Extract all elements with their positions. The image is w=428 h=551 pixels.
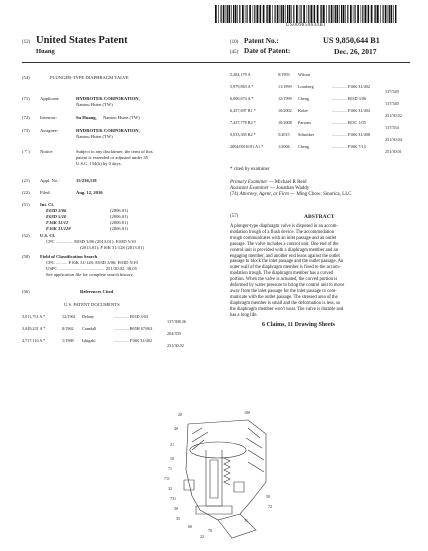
barcode-bar	[231, 5, 232, 23]
barcode-bar	[374, 5, 375, 23]
abstract-line: A plunger-type diaphragm valve is disposed in an accom-	[230, 224, 338, 229]
abstract-line: passage to block the inlet passage and the outlet passage. An	[230, 259, 344, 265]
barcode-bar	[361, 5, 362, 23]
abstract-line: portion. When the valve is actuated, the curved portion is	[230, 277, 338, 283]
barcode-bar	[227, 5, 228, 23]
barcode-bar	[368, 5, 369, 23]
reference-class: .............. E03C 1/05	[332, 120, 366, 125]
barcode-bar	[285, 5, 286, 23]
claims-summary: 6 Claims, 11 Drawing Sheets	[262, 322, 335, 328]
header-rule	[22, 62, 410, 63]
abstract-line: outer wall of the diaphragm member is fixed to the accom-	[230, 265, 341, 271]
barcode-bar	[291, 5, 292, 23]
attorney-code: (74)	[230, 192, 239, 197]
applicant-label: Applicant:	[40, 96, 60, 101]
figure-reference-numeral: 72	[268, 504, 272, 509]
barcode-bar	[339, 5, 340, 23]
abstract-title: ABSTRACT	[304, 214, 335, 220]
barcode-bar	[308, 5, 309, 23]
us-cl-label: U.S. Cl.	[40, 233, 56, 238]
figure-reference-numeral: 711	[164, 476, 170, 481]
barcode-bar	[303, 5, 305, 23]
applicant-name: HYDROTEK CORPORATION,	[76, 96, 140, 101]
abstract-body	[230, 224, 412, 319]
barcode-bar	[289, 5, 291, 23]
barcode-bar	[393, 5, 394, 23]
barcode-bar	[275, 5, 276, 23]
figure-reference-numeral: 731	[170, 496, 176, 501]
barcode-bar	[313, 5, 314, 23]
abstract-line: municate with the outlet passage. The stressed area of the	[230, 294, 338, 300]
code-22: (22)	[22, 190, 30, 195]
code-58: (58)	[22, 254, 30, 259]
barcode-bar	[277, 5, 279, 23]
appl-no: 15/236,118	[76, 178, 97, 183]
drawing-plunger	[206, 450, 222, 506]
reference-class: .............. F16K 31/402	[114, 338, 152, 343]
barcode-bar	[272, 5, 273, 23]
applicant-place: Nantou Hsien (TW)	[76, 102, 113, 107]
drawing-housing	[186, 420, 266, 520]
figure-reference-numeral: 20	[178, 412, 182, 417]
figure-reference-numeral: 70	[208, 528, 212, 533]
reference-date: 1/1988	[62, 338, 74, 343]
barcode-bar	[249, 5, 251, 23]
reference-date: 1/2004	[278, 144, 290, 149]
barcode-bar	[334, 5, 335, 23]
barcode-bar	[323, 5, 325, 23]
barcode-bar	[331, 5, 333, 23]
barcode-bar	[375, 5, 376, 23]
reference-name: Ishigaki	[82, 338, 96, 343]
reference-name: Cheng	[298, 144, 309, 149]
abstract-line: diaphragm member is small and the deformation is less, so	[230, 300, 341, 306]
patent-no-label: Patent No.:	[244, 37, 279, 45]
reference-name: Schnitker	[298, 132, 315, 137]
reference-class: .............. F16K 31/402	[332, 84, 370, 89]
barcode-bar	[337, 5, 339, 23]
reference-name: Wilson	[298, 72, 310, 77]
reference-row	[22, 338, 202, 349]
primary-examiner-label: Primary Examiner	[230, 180, 268, 185]
barcode-bar	[239, 5, 240, 23]
reference-class: .............. E03D 3/06	[332, 96, 366, 101]
barcode-bar	[269, 5, 271, 23]
abstract-line: has a long life.	[230, 312, 258, 318]
reference-subclass: 251/30.02	[167, 343, 184, 348]
barcode-bar	[362, 5, 363, 23]
code-52: (52)	[22, 233, 30, 238]
reference-subclass: 137/398.36	[167, 319, 186, 324]
reference-subclass: 137/549	[385, 89, 399, 94]
barcode-bar	[341, 5, 342, 23]
figure-reference-numeral: 71	[168, 466, 172, 471]
int-cl-class: F16K 31/12	[46, 220, 69, 225]
reference-name: Parsons	[298, 120, 312, 125]
drawing-hatch	[192, 428, 264, 472]
reference-name: Lousberg	[298, 84, 314, 89]
barcode-bar	[257, 5, 259, 23]
notice-label: Notice:	[40, 149, 54, 154]
int-cl-version: (2006.01)	[110, 220, 128, 225]
code-51: (51)	[22, 202, 30, 207]
figure-reference-numeral: 22	[200, 534, 204, 539]
assignee-name: HYDROTEK CORPORATION,	[76, 128, 140, 133]
barcode-number: US009850644B1	[286, 23, 326, 28]
barcode-bar	[283, 5, 285, 23]
reference-row	[230, 72, 410, 83]
reference-num: 3,049,231 A *	[22, 326, 46, 331]
inventor-place: Nantou Hsien (TW)	[103, 115, 140, 120]
code-71: (71)	[22, 96, 30, 101]
reference-date: 5/2015	[278, 132, 290, 137]
barcode-bar	[321, 5, 322, 23]
barcode-bar	[301, 5, 302, 23]
barcode-bar	[242, 5, 244, 23]
barcode-bar	[299, 5, 300, 23]
reference-date: 10/2002	[278, 108, 292, 113]
assistant-examiner-label: Assistant Examiner	[230, 186, 269, 191]
int-cl-version: (2006.01)	[110, 208, 128, 213]
barcode-bar	[287, 5, 288, 23]
date-of-patent-label: Date of Patent:	[244, 47, 291, 55]
reference-num: 6,000,674 A *	[230, 96, 254, 101]
barcode-bar	[350, 5, 352, 23]
abstract-line: deformed by water pressure to bring the control unit to move	[230, 283, 345, 289]
barcode-bar	[281, 5, 282, 23]
barcode-bar	[377, 5, 379, 23]
reference-subclass: 251/30.04	[385, 137, 402, 142]
barcode-bar	[371, 5, 373, 23]
barcode-bar	[395, 5, 396, 23]
search-field-line: USPC ........................................ 251/30.02, 30.05	[46, 266, 137, 271]
barcode-bar	[267, 5, 268, 23]
filed-date: Aug. 12, 2016	[76, 190, 103, 195]
abstract-line: modation trough. The diaphragm member has a curved	[230, 271, 334, 277]
search-field-line: See application file for complete search history.	[46, 272, 134, 277]
us-patent-docs-label: U.S. PATENT DOCUMENTS	[64, 302, 120, 307]
inventor-short: Huang	[36, 48, 55, 55]
code-10: (10)	[230, 40, 239, 45]
barcode-bar	[235, 5, 237, 23]
code-21: (21)	[22, 178, 30, 183]
abstract-line: control unit is provided with a diaphragm member and an	[230, 247, 338, 253]
reference-num: 4,717,116 A *	[22, 338, 46, 343]
figure-reference-numeral: 10	[170, 456, 174, 461]
reference-num: 9,033,305 B2 *	[230, 132, 256, 137]
reference-row	[230, 120, 410, 131]
notice-line: patent is extended or adjusted under 35	[76, 155, 148, 160]
reference-class: .............. F16K 7/14	[332, 144, 366, 149]
barcode-bar	[345, 5, 346, 23]
figure-reference-numeral: 30	[174, 506, 178, 511]
figure-reference-numeral: 60	[188, 524, 192, 529]
barcode-bar	[218, 5, 219, 23]
barcode-bar	[383, 5, 384, 23]
figure-reference-numeral: 11	[244, 518, 248, 523]
barcode-bar	[353, 5, 354, 23]
figure-reference-numeral: 21	[170, 442, 174, 447]
barcode-bar	[311, 5, 313, 23]
int-cl-class: F16K 31/128	[46, 226, 71, 231]
barcode-bar	[293, 5, 294, 23]
int-cl-version: (2006.01)	[110, 226, 128, 231]
drawing-spring	[224, 458, 230, 485]
search-field-label: Field of Classification Search	[40, 254, 98, 259]
appl-no-label: Appl. No.:	[40, 178, 60, 183]
abstract-line: trough communicates with an inlet passage and an outlet	[230, 235, 337, 241]
barcode-bar	[253, 5, 254, 23]
int-cl-class: E03D 3/06	[46, 208, 67, 213]
int-cl-label: Int. Cl.	[40, 202, 54, 207]
barcode-bar	[365, 5, 367, 23]
invention-title: PLUNGER-TYPE DIAPHRAGM VALVE	[50, 75, 129, 80]
drawing-base	[196, 506, 232, 514]
code-12: (12)	[22, 40, 31, 45]
int-cl-version: (2006.01)	[110, 214, 128, 219]
reference-name: Delany	[82, 314, 95, 319]
reference-subclass: 137/540	[385, 101, 399, 106]
code-56: (56)	[22, 289, 30, 294]
abstract-code: (57)	[230, 214, 239, 219]
patent-heading: United States Patent	[36, 35, 128, 46]
barcode-bar	[245, 5, 246, 23]
assignee-label: Assignee:	[40, 128, 59, 133]
barcode	[215, 5, 397, 23]
patent-number: US 9,850,644 B1	[323, 36, 380, 45]
reference-num: 6,457,697 B1 *	[230, 108, 256, 113]
reference-row	[230, 132, 410, 143]
reference-subclass: 251/30.01	[385, 149, 402, 154]
attorney	[230, 192, 410, 198]
us-cl-line: CPC ............... E03D 3/06 (2013.01); E03D 5/10	[46, 239, 136, 244]
barcode-bar	[260, 5, 261, 23]
us-cl-line: (2013.01); F16K 31/128 (2013.01)	[80, 245, 144, 250]
barcode-bar	[280, 5, 281, 23]
drawing-outlet	[218, 514, 256, 538]
reference-class: .............. F16K 31/408	[332, 132, 370, 137]
drawing-inner	[210, 460, 218, 498]
barcode-bar	[320, 5, 321, 23]
barcode-bar	[263, 5, 265, 23]
reference-date: 9/1993	[278, 72, 290, 77]
assistant-examiner-name: — Jonathan Waddy	[270, 186, 310, 191]
date-of-patent: Dec. 26, 2017	[334, 47, 377, 56]
barcode-bar	[317, 5, 319, 23]
reference-class: .............. F16K 31/404	[332, 108, 370, 113]
abstract-line: the diaphragm member won't wear. The valve is durable and	[230, 306, 344, 312]
cited-by-examiner: * cited by examiner	[230, 167, 270, 172]
reference-row	[22, 326, 202, 337]
notice-line: U.S.C. 154(b) by 0 days.	[76, 161, 122, 166]
barcode-bar	[314, 5, 315, 23]
barcode-bar	[237, 5, 238, 23]
barcode-bar	[343, 5, 345, 23]
reference-date: 11/1999	[278, 84, 292, 89]
reference-date: 10/2008	[278, 120, 292, 125]
code-72: (72)	[22, 115, 30, 120]
reference-subclass: 137/554	[385, 125, 399, 130]
figure-reference-numeral: 100	[244, 410, 250, 415]
barcode-bar	[329, 5, 330, 23]
reference-date: 12/1961	[62, 314, 76, 319]
abstract-line: modation trough of a flush device. The accommodation	[230, 229, 335, 235]
attorney-label: Attorney, Agent, or Firm	[239, 192, 289, 197]
reference-row	[230, 144, 410, 155]
reference-row	[230, 96, 410, 107]
abstract-line: away from the inlet passage for the inlet passage to com-	[230, 288, 337, 294]
abstract-line: engaging member, and another end leans against the outlet	[230, 253, 340, 259]
reference-class: .............. B65H 67/063	[114, 326, 153, 331]
barcode-bar	[215, 5, 217, 23]
barcode-bar	[307, 5, 308, 23]
reference-row	[230, 84, 410, 95]
barcode-bar	[389, 5, 390, 23]
reference-row	[230, 108, 410, 119]
reference-name: Kolze	[298, 108, 308, 113]
barcode-bar	[380, 5, 381, 23]
reference-date: 8/1962	[62, 326, 74, 331]
reference-date: 12/1999	[278, 96, 292, 101]
barcode-bar	[335, 5, 336, 23]
barcode-bar	[355, 5, 356, 23]
reference-class: .............. E03D 3/04	[114, 314, 148, 319]
abstract-line: passage. The valve includes a control unit. One end of the	[230, 241, 339, 247]
int-cl-class: E03D 5/10	[46, 214, 67, 219]
barcode-bar	[357, 5, 359, 23]
barcode-bar	[385, 5, 387, 23]
inventor-name: Su Huang,	[76, 115, 97, 120]
barcode-bar	[347, 5, 348, 23]
code-notice: ( * )	[22, 149, 30, 154]
reference-num: 7,437,778 B2 *	[230, 120, 256, 125]
code-54: (54)	[22, 75, 30, 80]
barcode-bar	[254, 5, 255, 23]
barcode-bar	[226, 5, 227, 23]
barcode-bar	[259, 5, 260, 23]
figure-reference-numeral: 35	[176, 516, 180, 521]
barcode-bar	[296, 5, 298, 23]
assignee-place: Nantou Hsien (TW)	[76, 134, 113, 139]
representative-drawing	[148, 410, 278, 540]
code-45: (45)	[230, 50, 239, 55]
barcode-bar	[247, 5, 248, 23]
references-label: References Cited	[80, 289, 114, 294]
reference-row	[22, 314, 202, 325]
barcode-bar	[391, 5, 393, 23]
reference-num: 5,979,863 A *	[230, 84, 254, 89]
barcode-bar	[367, 5, 368, 23]
reference-name: Cheng	[298, 96, 309, 101]
barcode-bar	[221, 5, 222, 23]
reference-num: 3,011,751 A *	[22, 314, 46, 319]
notice-line: Subject to any disclaimer, the term of this	[76, 149, 153, 154]
primary-examiner-name: — Michael R Reid	[268, 180, 307, 185]
reference-num: 5,284,179 A	[230, 72, 251, 77]
reference-num: 2004/0016181 A1 *	[230, 144, 264, 149]
attorney-name: — Ming Chow; Sinorica, LLC	[290, 192, 352, 197]
reference-subclass: 251/30.02	[385, 113, 402, 118]
barcode-bar	[223, 5, 225, 23]
barcode-bar	[233, 5, 234, 23]
filed-label: Filed:	[40, 190, 51, 195]
reference-subclass: 204/559	[167, 331, 181, 336]
barcode-bar	[266, 5, 267, 23]
barcode-bar	[388, 5, 389, 23]
reference-name: Crandall	[82, 326, 97, 331]
code-73: (73)	[22, 128, 30, 133]
figure-reference-numeral: 40	[174, 426, 178, 431]
figure-reference-numeral: 32	[168, 486, 172, 491]
figure-reference-numeral: 50	[266, 494, 270, 499]
inventor-label: Inventor:	[40, 115, 57, 120]
search-field-line: CPC .......... F16K 31/128; E03D 3/06; E03D 5/10	[46, 260, 138, 265]
drawing-seal	[184, 480, 244, 492]
barcode-bar	[229, 5, 231, 23]
barcode-bar	[326, 5, 327, 23]
